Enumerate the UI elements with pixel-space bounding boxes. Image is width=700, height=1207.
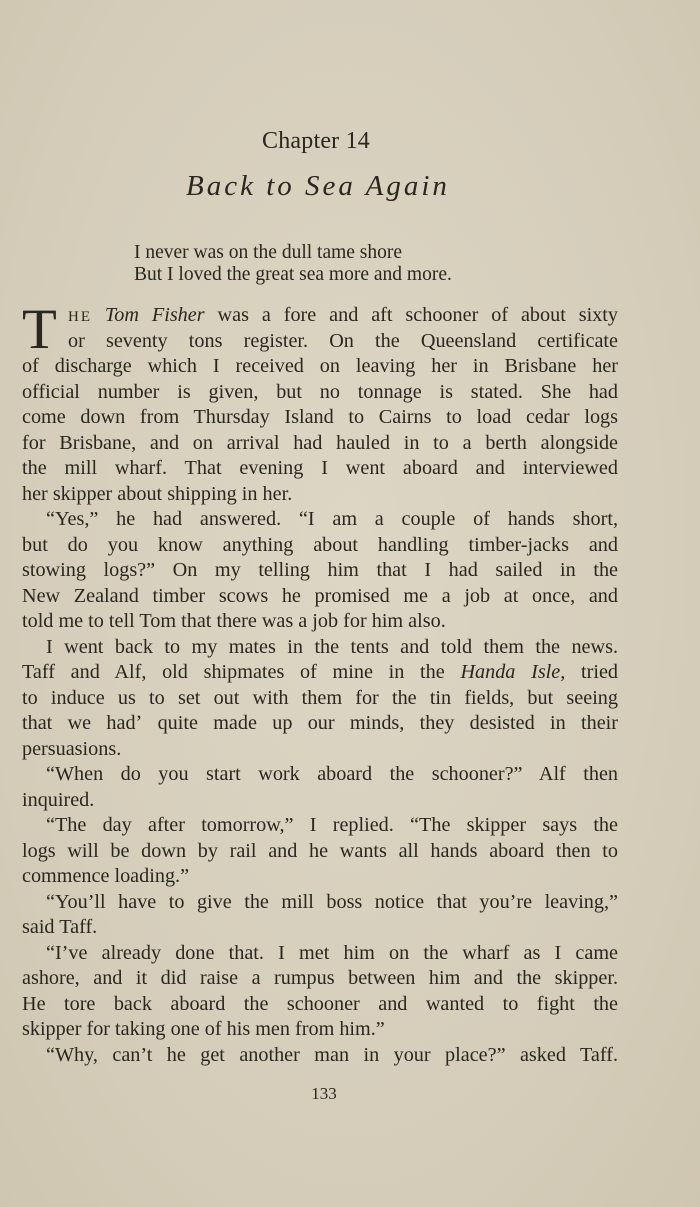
- text-line: “You’ll have to give the mill boss notice that you’re leaving,”: [46, 890, 618, 913]
- text-line: “Why, can’t he get another man in your place?” asked Taff.: [46, 1043, 618, 1066]
- text-line: that we hadʼ quite made up our minds, they desisted in their: [22, 712, 618, 734]
- epigraph-line-2: But I loved the great sea more and more.: [134, 264, 452, 285]
- text-line: her skipper about shipping in her.: [22, 482, 293, 505]
- text-line: told me to tell Tom that there was a job for him also.: [22, 610, 446, 632]
- text-line: for Brisbane, and on arrival had hauled in to a berth alongside: [22, 431, 618, 454]
- ship-name: Tom Fisher: [104, 304, 205, 326]
- text-line: “The day after tomorrow,” I replied. “The skipper says the: [46, 814, 618, 836]
- text-line: “When do you start work aboard the schooner?” Alf then: [46, 763, 618, 785]
- small-caps-word: HE: [68, 309, 92, 325]
- ship-name: Handa Isle,: [460, 661, 566, 683]
- text-line: the mill wharf. That evening I went aboard and interviewed: [22, 457, 618, 479]
- epigraph-line-1: I never was on the dull tame shore: [134, 242, 403, 263]
- text-line: skipper for taking one of his men from him.”: [22, 1018, 385, 1040]
- text-line: persuasions.: [22, 737, 122, 760]
- text-line: He tore back aboard the schooner and wanted to fight the: [22, 992, 618, 1015]
- text-line: logs will be down by rail and he wants all hands aboard then to: [22, 839, 618, 862]
- text-line: or seventy tons register. On the Queensland certificate: [68, 329, 618, 352]
- text-line: stowing logs?” On my telling him that I had sailed in the: [22, 559, 618, 581]
- text-line: I went back to my mates in the tents and told them the news.: [46, 635, 618, 658]
- text-line: HE Tom Fisher was a fore and aft schooner of about sixty: [68, 304, 618, 326]
- chapter-number: Chapter 14: [262, 128, 370, 154]
- text-line: of discharge which I received on leaving her in Brisbane her: [22, 355, 618, 377]
- text-line: but do you know anything about handling timber-jacks and: [22, 533, 618, 556]
- chapter-title: Back to Sea Again: [186, 170, 450, 202]
- text-line: said Taff.: [22, 916, 98, 938]
- text-line: to induce us to set out with them for the tin fields, but seeing: [22, 686, 618, 709]
- text-line: “Yes,” he had answered. “I am a couple of hands short,: [46, 508, 618, 530]
- text-line: official number is given, but no tonnage is stated. She had: [22, 380, 618, 403]
- text-line: ashore, and it did raise a rumpus between him and the skipper.: [22, 967, 618, 989]
- text-line: “I’ve already done that. I met him on the wharf as I came: [46, 941, 618, 964]
- drop-cap: T: [22, 298, 57, 361]
- text-line: come down from Thursday Island to Cairns to load cedar logs: [22, 406, 618, 428]
- body-text: [22, 298, 619, 1068]
- epigraph: [134, 242, 452, 286]
- text-line: New Zealand timber scows he promised me a job at once, and: [22, 584, 618, 607]
- text-line: commence loading.”: [22, 865, 190, 887]
- text-line: Taff and Alf, old shipmates of mine in the Handa Isle, tried: [22, 661, 619, 683]
- page-number: 133: [311, 1084, 337, 1103]
- text-line: inquired.: [22, 788, 95, 811]
